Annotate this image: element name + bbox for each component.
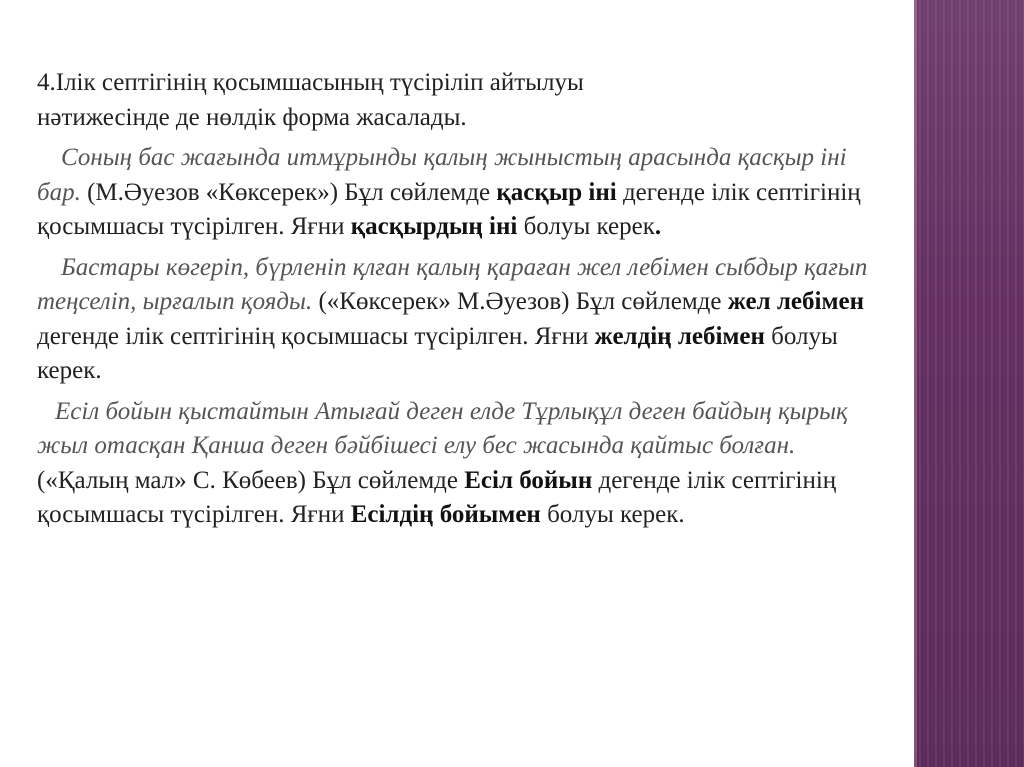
- paragraph-2-source: (М.Әуезов «Көксерек») Бұл сөйлемде: [80, 178, 497, 206]
- paragraph-2-mid: дегенде ілік септігінің қосымшасы түсірілген. Яғни: [37, 178, 861, 240]
- paragraph-3-quote: Бастары көгеріп, бүрленіп қлған қалың қараған жел лебімен сыбдыр қағып теңселіп, ырғалып қояды.: [37, 253, 868, 315]
- paragraph-1-line-2: нәтижесінде де нөлдік форма жасалады.: [37, 103, 467, 131]
- paragraph-2-bold-2: қасқырдың іні: [350, 213, 518, 240]
- paragraph-2-end: болуы керек: [517, 213, 655, 240]
- decorative-side-bar: [914, 0, 1024, 767]
- paragraph-4-mid: дегенде ілік септігінің қосымшасы түсірілген. Яғни: [37, 466, 837, 528]
- paragraph-3: [37, 251, 877, 389]
- paragraph-4-bold-1: Есіл бойын: [464, 466, 593, 494]
- paragraph-3-source: («Көксерек» М.Әуезов) Бұл сөйлемде: [312, 288, 728, 315]
- paragraph-1-line-1: 4.Ілік септігінің қосымшасының түсіріліп айтылуы: [37, 69, 584, 96]
- paragraph-3-bold-2: желдің лебімен: [594, 322, 765, 350]
- paragraph-2: [37, 141, 877, 245]
- paragraph-3-bold-1: жел лебімен: [727, 288, 865, 315]
- paragraph-2-quote: Соның бас жағында итмұрынды қалың жыныстың арасында қасқыр іні бар.: [37, 144, 847, 206]
- slide-content: [37, 66, 877, 539]
- paragraph-3-mid: дегенде ілік септігінің қосымшасы түсірілген. Яғни: [37, 322, 595, 350]
- paragraph-4-source: («Қалың мал» С. Көбеев) Бұл сөйлемде: [37, 466, 465, 494]
- paragraph-4-bold-2: Есілдің бойымен: [350, 501, 541, 528]
- paragraph-1: [37, 66, 877, 135]
- paragraph-4-end: болуы керек.: [540, 501, 685, 528]
- paragraph-4-quote: Есіл бойын қыстайтын Атығай деген елде Тұрлықұл деген байдың қырық жыл отасқан Қанша деген бәйбішесі елу бес жасында қайтыс болған.: [37, 397, 848, 459]
- paragraph-4: [37, 395, 877, 533]
- paragraph-2-end-bold: .: [654, 213, 662, 240]
- paragraph-2-bold-1: қасқыр іні: [496, 178, 617, 206]
- paragraph-3-end: болуы керек.: [37, 322, 838, 384]
